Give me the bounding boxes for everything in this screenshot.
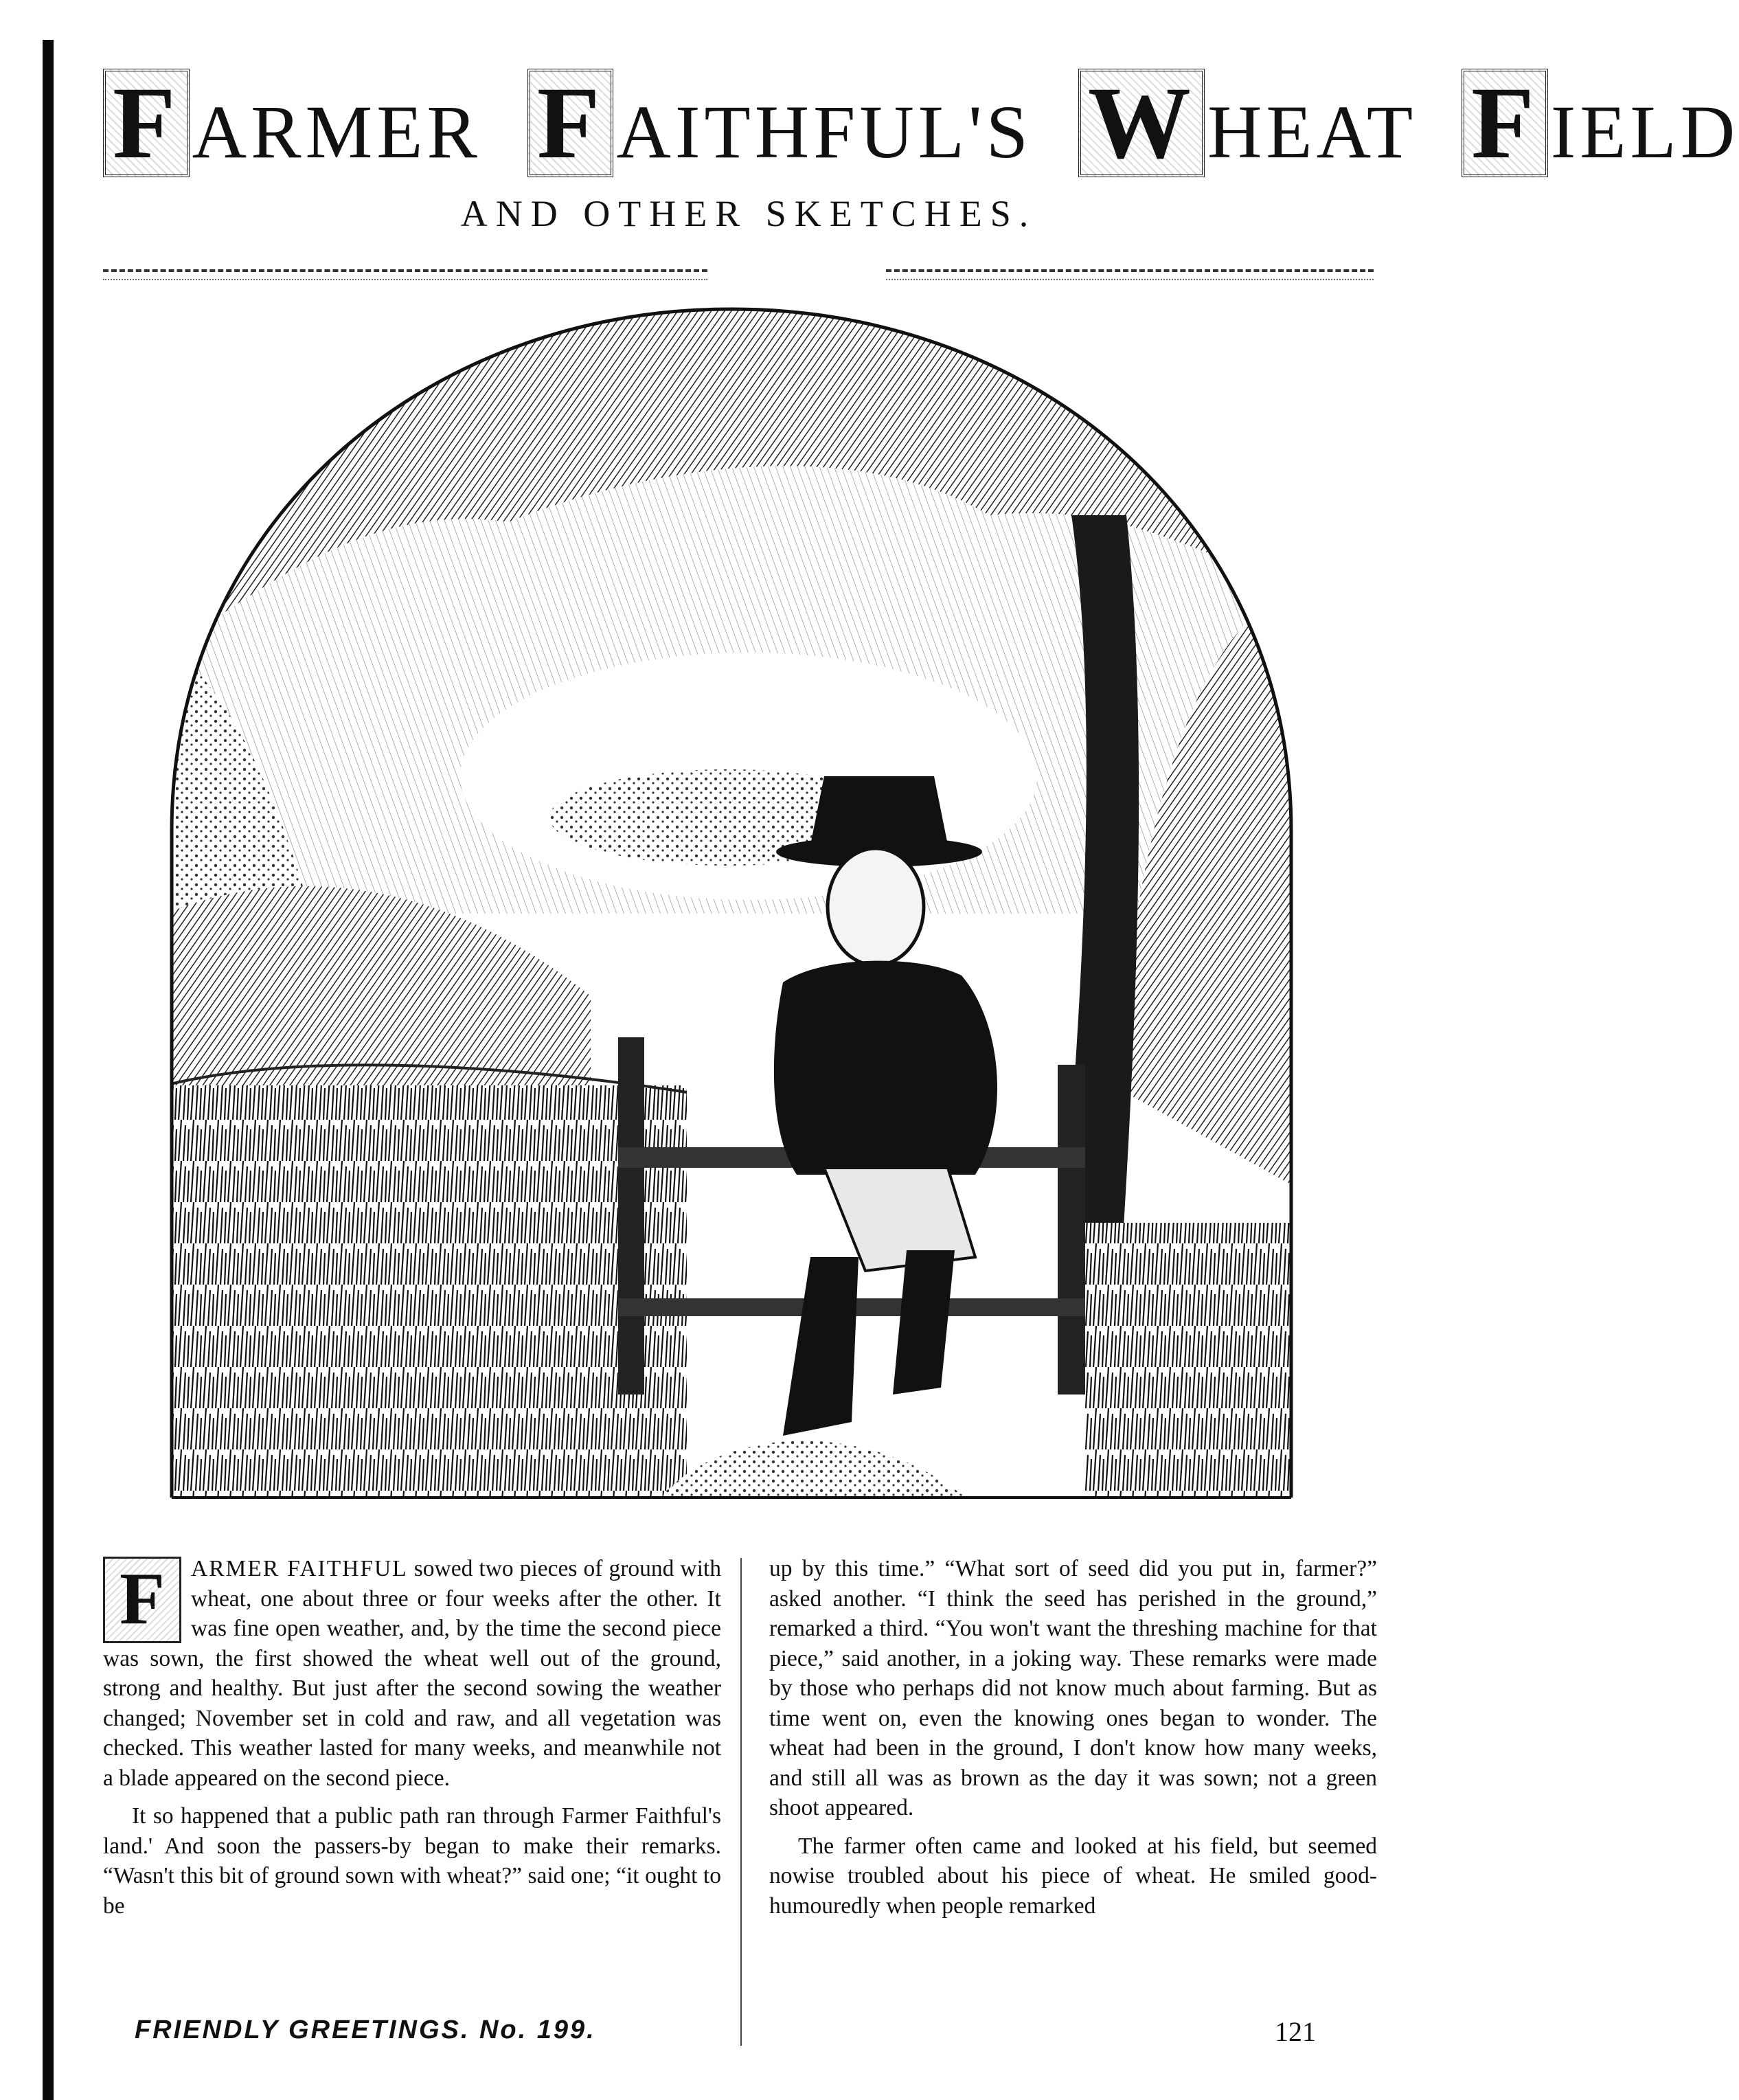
article-column-left: [103, 1554, 721, 1929]
article-paragraph: up by this time.” “What sort of seed did you put in, farmer?” asked another. “I think the seed has perished in the ground,” remarked a third. “You won't want the threshing machine for that piece,” said another, in a joking way. These remarks were made by those who perhaps did not know much about farming. But as time went on, even the knowing ones began to wonder. The wheat had been in the ground, I don't know how many weeks, and still all was as brown as the day it was sown; not a green shoot appeared.: [769, 1556, 1377, 1820]
title-word: AITHFUL'S: [616, 90, 1032, 174]
article-paragraph: The farmer often came and looked at his field, but seemed nowise troubled about his piece of wheat. He smiled good-humouredly when people remarked: [769, 1833, 1377, 1919]
title-word: HEAT: [1207, 90, 1416, 174]
article-paragraph: [103, 1554, 721, 1793]
title-initial: F: [103, 69, 190, 177]
page-binding-edge: [43, 40, 54, 2100]
header-rule-left: [103, 269, 707, 280]
title-word: IELD: [1550, 90, 1739, 174]
title-word: ARMER: [192, 90, 481, 174]
publication-footer: FRIENDLY GREETINGS. No. 199.: [135, 2016, 596, 2044]
engraving-farmer-on-stile-icon: [165, 295, 1298, 1518]
page-number: 121: [1275, 2016, 1316, 2047]
article-column-right: [769, 1554, 1377, 1929]
lead-small-caps: ARMER FAITHFUL: [191, 1556, 408, 1581]
drop-cap: F: [103, 1557, 181, 1643]
title-initial: W: [1078, 69, 1205, 177]
column-divider: [740, 1558, 742, 2046]
title-initial: F: [527, 69, 614, 177]
article-paragraph: It so happened that a public path ran through Farmer Faithful's land.' And soon the passers-by began to make their remarks. “Wasn't this bit of ground sown with wheat?” said one; “it ought to be: [103, 1803, 721, 1919]
header-rule-right: [886, 269, 1374, 280]
paragraph-text: sowed two pieces of ground with wheat, one about three or four weeks after the other. It was fine open weather, and, by the time the second piece was sown, the first showed the wheat well out of the ground, strong and healthy. But just after the second sowing the weather changed; November set in cold and raw, and all vegetation was checked. This weather lasted for many weeks, and meanwhile not a blade appeared on the second piece.: [103, 1556, 721, 1791]
title-initial: F: [1462, 69, 1548, 177]
page-subtitle: AND OTHER SKETCHES.: [460, 193, 1037, 234]
page-title: [103, 66, 1739, 180]
